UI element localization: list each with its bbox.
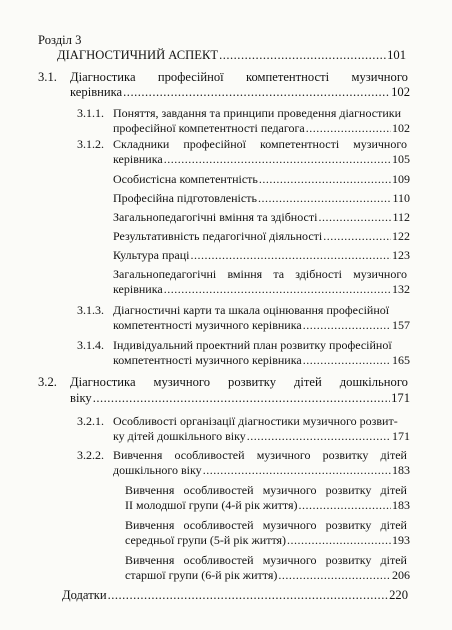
entry-page: 193: [392, 533, 410, 547]
entry-page: 123: [392, 248, 410, 262]
word: професійної: [157, 70, 224, 84]
toc-entry-group-1[interactable]: [125, 498, 410, 513]
leader-dots: [164, 282, 391, 297]
word: музичного: [262, 518, 317, 532]
word: та: [273, 267, 285, 281]
entry-title-line1: [113, 267, 407, 282]
toc-entry-comp-5[interactable]: [113, 248, 410, 263]
word: музичного: [353, 267, 407, 281]
word: дітей: [294, 375, 322, 389]
word: розвитку: [325, 518, 372, 532]
leader-dots: [278, 568, 391, 583]
section-number: 3.1.: [38, 70, 57, 84]
word: Діагностика: [70, 375, 136, 389]
toc-entry-3-2-line2[interactable]: [70, 391, 410, 406]
entry-title: ІІ молодшої групи (4-й рік життя): [125, 498, 298, 512]
toc-entry-comp-1[interactable]: [113, 172, 410, 187]
entry-page: 109: [392, 172, 410, 186]
section-number: 3.1.3.: [77, 303, 104, 317]
entry-title: керівника: [113, 152, 163, 166]
entry-page: 110: [392, 191, 410, 205]
entry-title: керівника: [113, 282, 163, 296]
word: компетентності: [259, 137, 340, 151]
toc-entry-comp-6[interactable]: [113, 282, 410, 297]
word: вміння: [227, 267, 263, 281]
leader-dots: [203, 463, 391, 478]
leader-dots: [247, 429, 391, 444]
entry-page: 101: [387, 48, 406, 62]
word: Вивчення: [125, 553, 175, 567]
entry-title: Загальнопедагогічні вміння та здібності: [113, 210, 318, 224]
entry-title: віку: [70, 391, 92, 405]
entry-title: середньої групи (5-й рік життя): [125, 533, 287, 547]
entry-title-line1: [125, 483, 407, 498]
toc-entry-3-1-line2[interactable]: [70, 85, 410, 100]
word: Вивчення: [125, 483, 175, 497]
entry-page: 171: [392, 429, 410, 443]
entry-title-line1: Особливості організації діагностики музичного розвит-: [113, 414, 398, 428]
toc-entry-3-2-2[interactable]: [113, 463, 410, 478]
leader-dots: [259, 172, 391, 187]
toc-entry-group-3[interactable]: [125, 568, 410, 583]
entry-title-line1: [113, 448, 407, 463]
word: розвитку: [322, 448, 369, 462]
entry-title: Культура праці: [113, 248, 190, 262]
word: музичного: [262, 553, 317, 567]
entry-title: Результативність педагогічної діяльності: [113, 229, 323, 243]
entry-page: 102: [391, 85, 410, 99]
entry-page: 105: [392, 152, 410, 166]
word: Вивчення: [113, 448, 163, 462]
entry-page: 183: [392, 463, 410, 477]
entry-title: Професійна підготовленість: [113, 191, 257, 205]
entry-title: керівника: [70, 85, 123, 99]
word: особливостей: [183, 518, 254, 532]
toc-entry-3-1-3[interactable]: [113, 318, 410, 333]
word: дітей: [380, 553, 407, 567]
leader-dots: [318, 210, 391, 225]
entry-title: дошкільного віку: [113, 463, 202, 477]
entry-title: Додатки: [62, 588, 107, 602]
entry-page: 157: [392, 318, 410, 332]
word: Складники: [113, 137, 170, 151]
section-number: 3.1.1.: [77, 106, 104, 120]
entry-title-line1: Поняття, завдання та принципи проведення діагностики: [113, 106, 401, 120]
entry-page: 171: [391, 391, 410, 405]
leader-dots: [108, 588, 389, 603]
word: особливостей: [183, 483, 254, 497]
leader-dots: [303, 353, 391, 368]
word: музичного: [262, 483, 317, 497]
entry-title: компетентності музичного керівника: [113, 353, 302, 367]
word: Загальнопедагогічні: [113, 267, 217, 281]
toc-entry-3-2-line1[interactable]: [70, 375, 408, 390]
word: здібності: [295, 267, 342, 281]
toc-entry-3-1-line1[interactable]: [70, 70, 408, 85]
toc-entry-appendix[interactable]: [62, 588, 408, 603]
word: розвитку: [325, 553, 372, 567]
entry-title: компетентності музичного керівника: [113, 318, 302, 332]
toc-entry-chapter[interactable]: [57, 48, 406, 63]
entry-page: 122: [392, 229, 410, 243]
toc-entry-comp-3[interactable]: [113, 210, 410, 225]
leader-dots: [287, 533, 391, 548]
leader-dots: [258, 191, 392, 206]
section-label: Розділ 3: [38, 33, 82, 47]
word: розвитку: [325, 483, 372, 497]
word: музичного: [351, 70, 408, 84]
leader-dots: [299, 498, 392, 513]
entry-page: 220: [389, 588, 408, 602]
entry-title-line1: [113, 137, 407, 152]
section-number: 3.2.: [38, 375, 57, 389]
word: дітей: [380, 518, 407, 532]
toc-entry-comp-2[interactable]: [113, 191, 410, 206]
leader-dots: [164, 152, 391, 167]
entry-page: 102: [392, 121, 410, 135]
toc-entry-3-1-4[interactable]: [113, 353, 410, 368]
entry-page: 206: [392, 568, 410, 582]
entry-title-line1: Індивідуальний проектний план розвитку професійної: [113, 338, 392, 352]
word: компетентності: [246, 70, 330, 84]
entry-title: ку дітей дошкільного віку: [113, 429, 246, 443]
word: особливостей: [174, 448, 245, 462]
toc-entry-group-2[interactable]: [125, 533, 410, 548]
leader-dots: [323, 229, 391, 244]
toc-entry-3-1-2[interactable]: [113, 152, 410, 167]
section-number: 3.2.1.: [77, 414, 104, 428]
word: професійної: [183, 137, 246, 151]
entry-page: 165: [392, 353, 410, 367]
entry-title: Особистісна компетентність: [113, 172, 258, 186]
entry-page: 183: [392, 498, 410, 512]
entry-title-line1: [125, 553, 407, 568]
word: розвитку: [228, 375, 277, 389]
entry-page: 112: [392, 210, 410, 224]
toc-entry-comp-4[interactable]: [113, 229, 410, 244]
entry-title: професійної компетентності педагога: [113, 121, 305, 135]
word: дітей: [380, 448, 407, 462]
entry-title: старшої групи (6-й рік життя): [125, 568, 278, 582]
entry-title-line1: Діагностичні карти та шкала оцінювання професійної: [113, 303, 390, 317]
word: Вивчення: [125, 518, 175, 532]
word: дошкільного: [339, 375, 408, 389]
section-number: 3.2.2.: [77, 448, 104, 462]
entry-title: ДІАГНОСТИЧНИЙ АСПЕКТ: [57, 48, 219, 62]
leader-dots: [306, 121, 391, 136]
word: музичного: [256, 448, 311, 462]
section-number: 3.1.2.: [77, 137, 104, 151]
leader-dots: [219, 48, 386, 63]
word: музичного: [153, 375, 211, 389]
leader-dots: [123, 85, 390, 100]
word: музичного: [353, 137, 407, 151]
toc-entry-3-2-1[interactable]: [113, 429, 410, 444]
leader-dots: [191, 248, 392, 263]
word: особливостей: [183, 553, 254, 567]
toc-entry-3-1-1[interactable]: [113, 121, 410, 136]
word: дітей: [380, 483, 407, 497]
entry-title-line1: [125, 518, 407, 533]
leader-dots: [303, 318, 391, 333]
leader-dots: [93, 391, 390, 406]
section-number: 3.1.4.: [77, 338, 104, 352]
entry-page: 132: [392, 282, 410, 296]
word: Діагностика: [70, 70, 136, 84]
